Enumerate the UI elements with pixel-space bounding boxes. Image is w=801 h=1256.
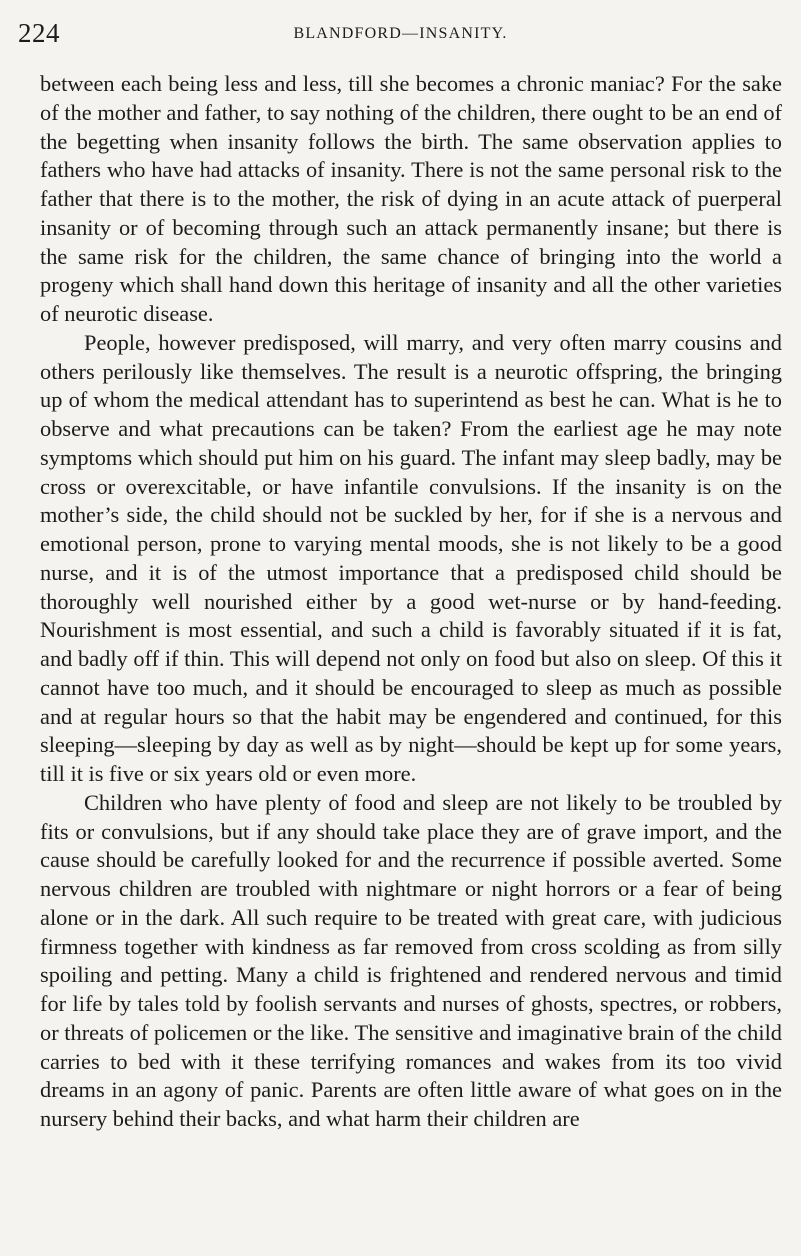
body-text bbox=[40, 70, 782, 1134]
paragraph: People, however predisposed, will marry, and very often marry cousins and others perilously like themselves. The result is a neurotic offspring, the bringing up of whom the medical attendant has to superintend as best he can. What is he to observe and what precautions can be taken? From the earliest age he may note symptoms which should put him on his guard. The infant may sleep badly, may be cross or overexcitable, or have infantile convulsions. If the insanity is on the mother’s side, the child should not be suckled by her, for if she is a nervous and emotional person, prone to varying mental moods, she is not likely to be a good nurse, and it is of the utmost importance that a predisposed child should be thoroughly well nourished either by a good wet-nurse or by hand-feeding. Nourishment is most essential, and such a child is favorably situated if it is fat, and badly off if thin. This will depend not only on food but also on sleep. Of this it cannot have too much, and it should be encouraged to sleep as much as possible and at regular hours so that the habit may be engendered and continued, for this sleeping—sleeping by day as well as by night—should be kept up for some years, till it is five or six years old or even more. bbox=[40, 329, 782, 786]
page-number: 224 bbox=[18, 18, 60, 48]
paragraph-continued: between each being less and less, till she becomes a chronic maniac? For the sake of the mother and father, to say nothing of the children, there ought to be an end of the begetting when insanity follows the birth. The same observation applies to fathers who have had attacks of insanity. There is not the same personal risk to the father that there is to the mother, the risk of dying in an acute attack of puerperal insanity or of becoming through such an attack permanently insane; but there is the same risk for the children, the same chance of bringing into the world a progeny which shall hand down this heritage of insanity and all the other varieties of neurotic disease. bbox=[40, 71, 782, 326]
paragraph: Children who have plenty of food and sleep are not likely to be troubled by fits or convulsions, but if any should take place they are of grave import, and the cause should be carefully looked for and the recurrence if possible averted. Some nervous children are troubled with nightmare or night horrors or a fear of being alone or in the dark. All such require to be treated with great care, with judicious firmness together with kindness as far removed from cross scolding as from silly spoiling and petting. Many a child is frightened and rendered nervous and timid for life by tales told by foolish servants and nurses of ghosts, spectres, or robbers, or threats of policemen or the like. The sensitive and imaginative brain of the child carries to bed with it these terrifying romances and wakes from its too vivid dreams in an agony of panic. Parents are often little aware of what goes on in the nursery behind their backs, and what harm their children are bbox=[40, 789, 782, 1131]
running-head: BLANDFORD—INSANITY. bbox=[293, 25, 508, 42]
